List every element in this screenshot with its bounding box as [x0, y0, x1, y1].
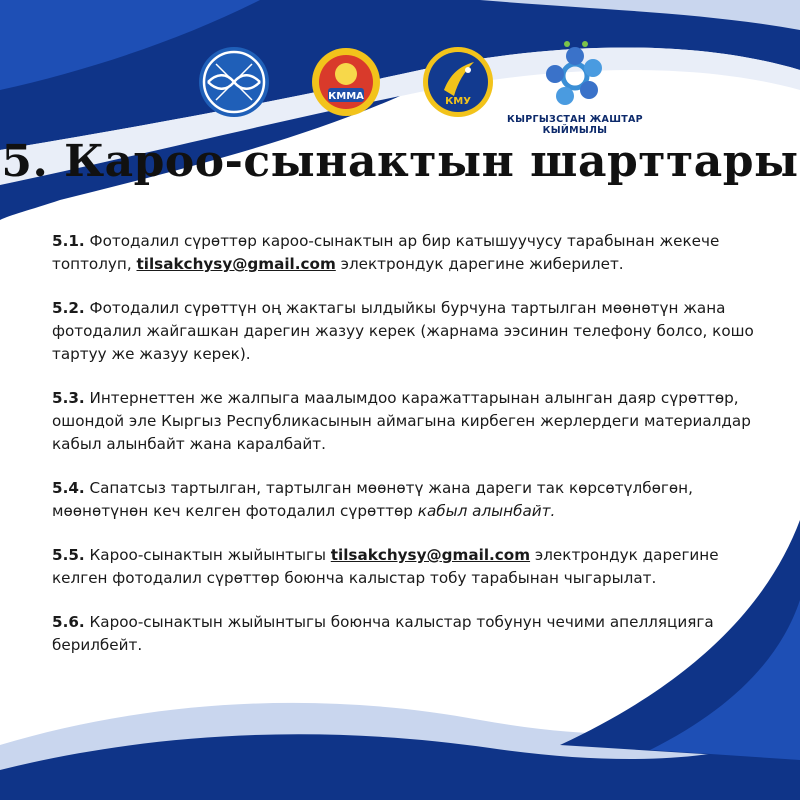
rule-text: Интернеттен же жалпыга маалымдоо каражаттарынан алынган даяр сүрөттөр, ошондой эле Кыргыз Республикасынын аймагына кирбеген жерлердеги материалдар кабыл алынбайт жана каралбайт.: [52, 389, 751, 453]
kmu-logo: [420, 44, 496, 120]
kmma-logo-text: КММА: [328, 91, 364, 102]
rule-number: 5.1.: [52, 232, 85, 250]
rule-text: Кароо-сынактын жыйынтыгы: [84, 546, 331, 564]
rule-italic-text: кабыл алынбайт.: [417, 502, 556, 520]
rule-5-3: [52, 387, 772, 456]
rule-number: 5.3.: [52, 389, 85, 407]
rule-5-1: [52, 230, 772, 276]
rule-5-6: [52, 611, 772, 657]
rule-5-5: [52, 544, 772, 590]
rule-text: электрондук дарегине келген фотодалил сүрөттөр боюнча калыстар тобу тарабынан чыгарылат.: [52, 546, 719, 587]
rule-text: Фотодалил сүрөттүн оң жактагы ылдыйкы бурчуна тартылган мөөнөтүн жана фотодалил жайгашкан дарегин жазуу керек (жарнама ээсинин телефону болсо, кошо тартуу же жазуу керек).: [52, 299, 754, 363]
caption-line-1: КЫРГЫЗСТАН ЖАШТАР: [507, 114, 643, 125]
rule-text: Фотодалил сүрөттөр кароо-сынактын ар бир катышуучусу тарабынан жекече топтолуп,: [52, 232, 720, 273]
email-link[interactable]: tilsakchysy@gmail.com: [330, 546, 531, 564]
caption-line-2: КЫЙМЫЛЫ: [542, 125, 608, 136]
email-link[interactable]: tilsakchysy@gmail.com: [136, 255, 336, 273]
rule-number: 5.4.: [52, 479, 85, 497]
rule-text: Сапатсыз тартылган, тартылган мөөнөтү жана дареги так көрсөтүлбөгөн, мөөнөтүнөн кеч келген фотодалил сүрөттөр: [52, 479, 693, 520]
rule-5-4: [52, 477, 772, 523]
page-title: 5. Кароо-сынактын шарттары: [1, 136, 799, 187]
youth-association-logo: [537, 38, 613, 114]
round-emblem-logo: [196, 44, 272, 120]
rule-5-2: [52, 297, 772, 366]
rule-number: 5.5.: [52, 546, 85, 564]
kmma-logo: [308, 44, 384, 120]
rule-number: 5.2.: [52, 299, 85, 317]
rule-number: 5.6.: [52, 613, 85, 631]
logo-row: [0, 44, 800, 134]
rules-list: [52, 230, 772, 678]
kmu-logo-text: КМУ: [445, 96, 471, 107]
rule-text: Кароо-сынактын жыйынтыгы боюнча калыстар тобунун чечими апелляцияга берилбейт.: [52, 613, 714, 654]
youth-association-caption: [500, 114, 650, 136]
rule-text: электрондук дарегине жиберилет.: [335, 255, 624, 273]
